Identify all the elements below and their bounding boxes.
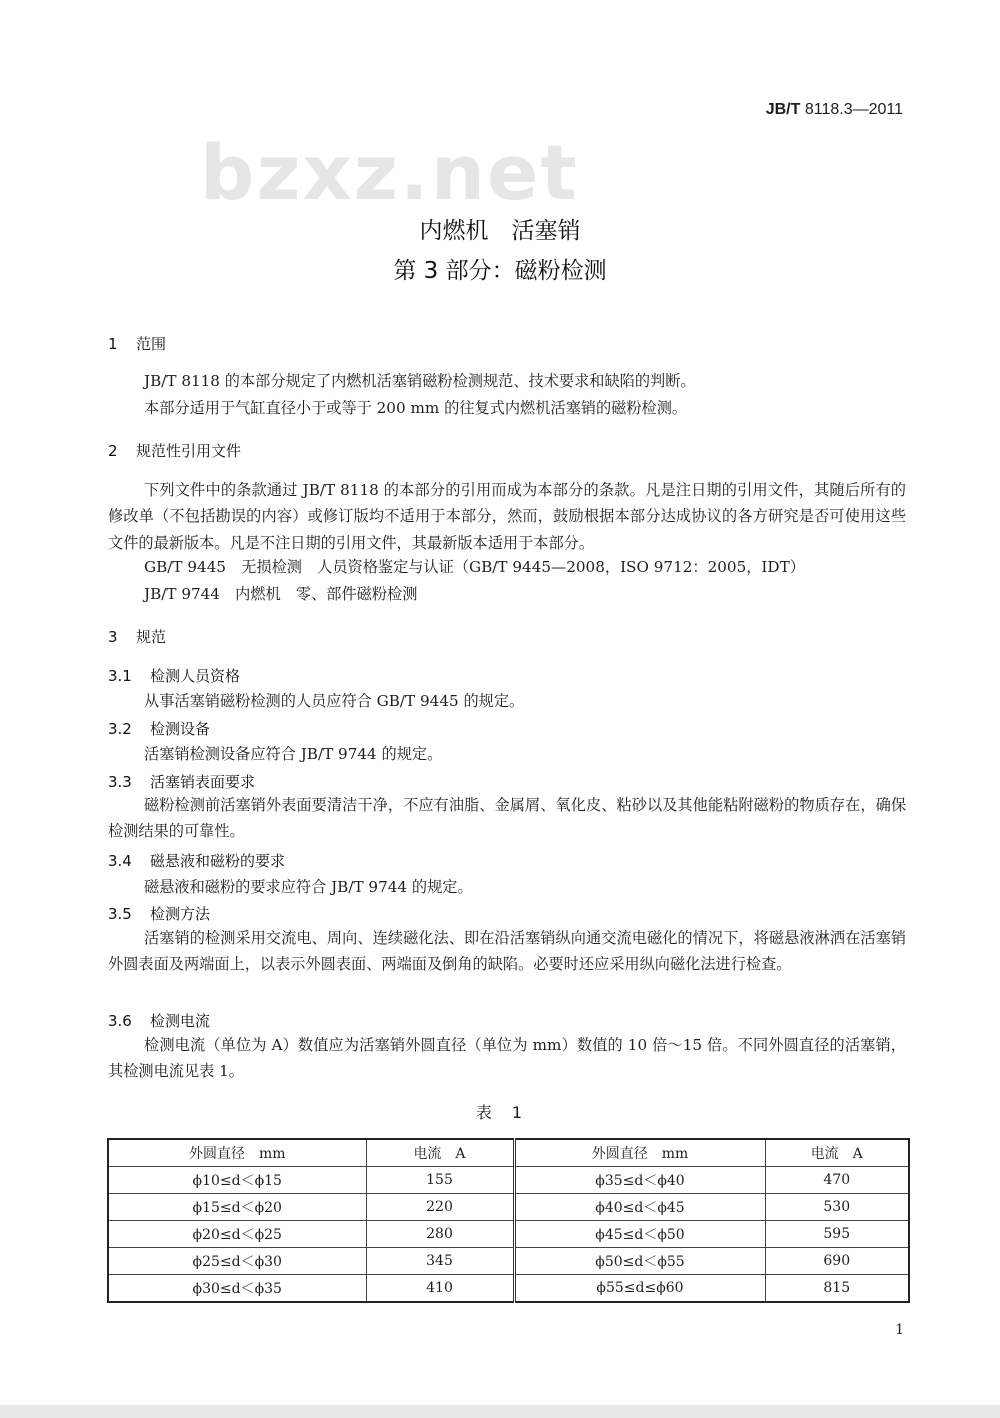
subsection-title: 检测人员资格	[150, 667, 241, 685]
table-cell: ϕ50≤d＜ϕ55	[514, 1248, 765, 1275]
table-cell: 220	[366, 1194, 514, 1221]
subsection-title: 磁悬液和磁粉的要求	[150, 852, 286, 870]
subsection-heading-3-2	[108, 718, 210, 739]
table-cell: ϕ40≤d＜ϕ45	[514, 1194, 765, 1221]
column-header: 电流 A	[765, 1139, 909, 1167]
current-table	[107, 1138, 910, 1303]
subsection-heading-3-6	[108, 1010, 210, 1031]
subsection-number: 3.6	[108, 1012, 132, 1030]
table-cell: 470	[765, 1167, 909, 1194]
table-cell: 280	[366, 1221, 514, 1248]
table-row	[108, 1275, 909, 1303]
table-cell: 815	[765, 1275, 909, 1303]
watermark: bzxz.net	[200, 128, 579, 217]
paragraph: 活塞销的检测采用交流电、周向、连续磁化法、即在沿活塞销纵向通交流电磁化的情况下，将磁悬液淋洒在活塞销外圆表面及两端面上，以表示外圆表面、两端面及倒角的缺陷。必要时还应采用纵向磁化法进行检查。	[108, 929, 906, 974]
subsection-number: 3.1	[108, 667, 132, 685]
standard-code-number: 8118.3—2011	[800, 101, 903, 118]
table-cell: 155	[366, 1167, 514, 1194]
normative-reference: GB/T 9445 无损检测 人员资格鉴定与认证（GB/T 9445—2008，ISO 9712：2005，IDT）	[144, 558, 805, 576]
section-number: 3	[108, 628, 118, 646]
subsection-number: 3.3	[108, 773, 132, 791]
table-cell: 530	[765, 1194, 909, 1221]
section-title: 规范性引用文件	[136, 442, 242, 460]
subsection-heading-3-5	[108, 903, 210, 924]
doc-subtitle: 第 3 部分：磁粉检测	[393, 258, 607, 284]
subsection-title: 检测方法	[150, 905, 211, 923]
subsection-heading-3-1	[108, 665, 240, 686]
paragraph: 检测电流（单位为 A）数值应为活塞销外圆直径（单位为 mm）数值的 10 倍～15 倍。不同外圆直径的活塞销，其检测电流见表 1。	[108, 1036, 906, 1081]
page-number: 1	[895, 1322, 904, 1338]
column-header: 外圆直径 mm	[108, 1139, 366, 1167]
subsection-title: 检测设备	[150, 720, 211, 738]
table-cell: ϕ30≤d＜ϕ35	[108, 1275, 366, 1303]
table-cell: 690	[765, 1248, 909, 1275]
table-cell: ϕ15≤d＜ϕ20	[108, 1194, 366, 1221]
subsection-heading-3-3	[108, 771, 255, 792]
paragraph: 从事活塞销磁粉检测的人员应符合 GB/T 9445 的规定。	[144, 692, 525, 710]
table-row	[108, 1194, 909, 1221]
paragraph: 本部分适用于气缸直径小于或等于 200 mm 的往复式内燃机活塞销的磁粉检测。	[144, 399, 688, 417]
subsection-heading-3-4	[108, 850, 285, 871]
doc-title: 内燃机 活塞销	[419, 218, 581, 244]
table-cell: 410	[366, 1275, 514, 1303]
column-header: 外圆直径 mm	[514, 1139, 765, 1167]
table-row	[108, 1248, 909, 1275]
column-header: 电流 A	[366, 1139, 514, 1167]
section-title: 范围	[136, 335, 167, 353]
table-caption: 表 1	[475, 1103, 525, 1122]
table-cell: ϕ20≤d＜ϕ25	[108, 1221, 366, 1248]
standard-code	[700, 101, 903, 119]
section-heading-1	[108, 333, 166, 354]
section-title: 规范	[136, 628, 167, 646]
table-cell: ϕ55≤d≤ϕ60	[514, 1275, 765, 1303]
paragraph: JB/T 8118 的本部分规定了内燃机活塞销磁粉检测规范、技术要求和缺陷的判断。	[144, 372, 696, 390]
table-cell: ϕ10≤d＜ϕ15	[108, 1167, 366, 1194]
table-cell: ϕ45≤d＜ϕ50	[514, 1221, 765, 1248]
normative-reference: JB/T 9744 内燃机 零、部件磁粉检测	[144, 585, 418, 603]
subsection-number: 3.2	[108, 720, 132, 738]
section-number: 1	[108, 335, 118, 353]
section-heading-2	[108, 440, 241, 461]
subsection-title: 检测电流	[150, 1012, 211, 1030]
table-cell: ϕ35≤d＜ϕ40	[514, 1167, 765, 1194]
table-header-row	[108, 1139, 909, 1167]
subsection-number: 3.4	[108, 852, 132, 870]
table-cell: 595	[765, 1221, 909, 1248]
subsection-title: 活塞销表面要求	[150, 773, 256, 791]
table-row	[108, 1221, 909, 1248]
section-heading-3	[108, 626, 166, 647]
table-cell: 345	[366, 1248, 514, 1275]
subsection-number: 3.5	[108, 905, 132, 923]
standard-code-prefix: JB/T	[765, 101, 801, 118]
table-row	[108, 1167, 909, 1194]
page-bottom-edge	[0, 1405, 1000, 1418]
table-cell: ϕ25≤d＜ϕ30	[108, 1248, 366, 1275]
section-number: 2	[108, 442, 118, 460]
paragraph: 磁悬液和磁粉的要求应符合 JB/T 9744 的规定。	[144, 878, 473, 896]
paragraph: 活塞销检测设备应符合 JB/T 9744 的规定。	[144, 745, 443, 763]
paragraph: 下列文件中的条款通过 JB/T 8118 的本部分的引用而成为本部分的条款。凡是注日期的引用文件，其随后所有的修改单（不包括勘误的内容）或修订版均不适用于本部分，然而，鼓励根据本部分达成协议的各方研究是否可使用这些文件的最新版本。凡是不注日期的引用文件，其最新版本适用于本部分。	[108, 481, 906, 552]
paragraph: 磁粉检测前活塞销外表面要清洁干净，不应有油脂、金属屑、氧化皮、粘砂以及其他能粘附磁粉的物质存在，确保检测结果的可靠性。	[108, 796, 906, 841]
